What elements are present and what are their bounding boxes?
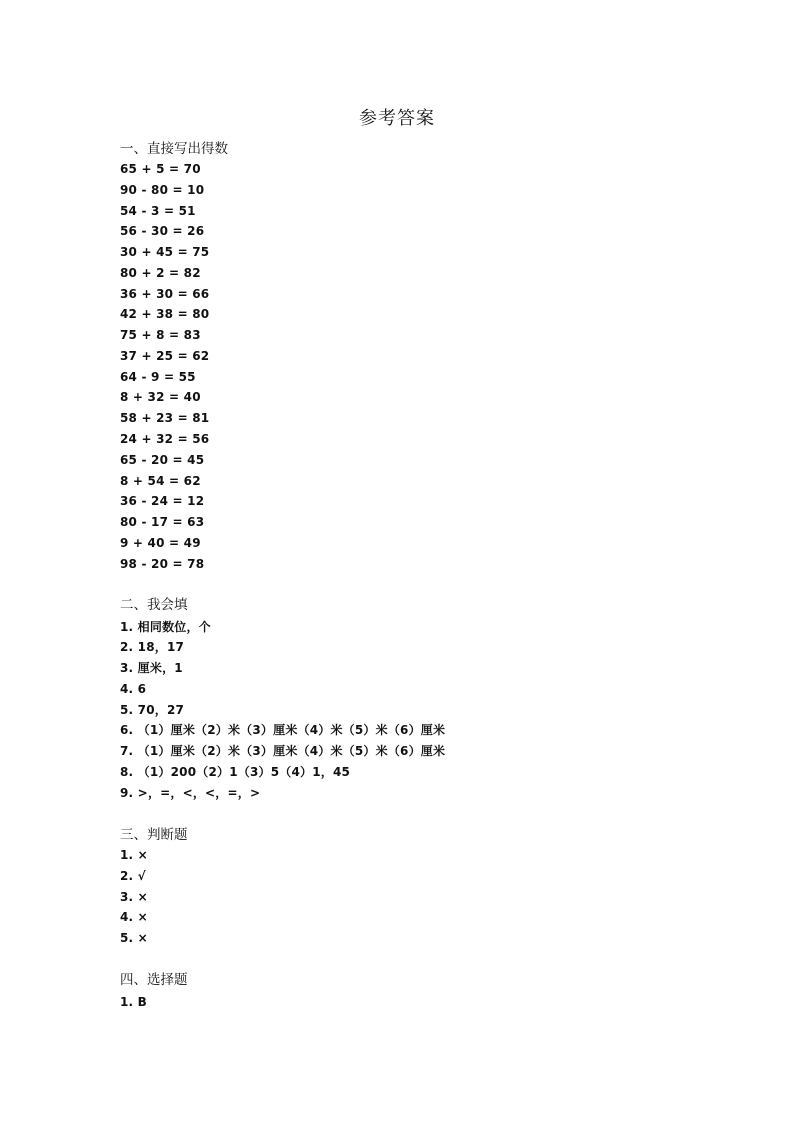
section-heading-3: 三、判断题 (120, 827, 188, 843)
answer-line: 8 + 54 = 62 (120, 474, 201, 488)
answer-line: 75 + 8 = 83 (120, 328, 201, 342)
answer-line: 1. 相同数位，个 (120, 620, 211, 634)
section-heading-1: 一、直接写出得数 (120, 141, 228, 157)
answer-line: 58 + 23 = 81 (120, 411, 210, 425)
answer-line: 9. >，=，<，<，=，> (120, 786, 261, 800)
answer-line: 1. × (120, 848, 148, 862)
answer-line: 7. （1）厘米（2）米（3）厘米（4）米（5）米（6）厘米 (120, 744, 446, 758)
answer-line: 65 + 5 = 70 (120, 162, 201, 176)
answer-line: 42 + 38 = 80 (120, 307, 210, 321)
answer-line: 64 - 9 = 55 (120, 370, 196, 384)
section-heading-2: 二、我会填 (120, 597, 188, 613)
answer-line: 90 - 80 = 10 (120, 183, 205, 197)
answer-line: 3. × (120, 890, 148, 904)
answer-line: 36 + 30 = 66 (120, 287, 210, 301)
page-title: 参考答案 (359, 108, 435, 129)
answer-line: 9 + 40 = 49 (120, 536, 201, 550)
answer-line: 30 + 45 = 75 (120, 245, 210, 259)
answer-line: 2. 18，17 (120, 640, 185, 654)
answer-line: 8. （1）200（2）1（3）5（4）1，45 (120, 765, 351, 779)
answer-line: 3. 厘米，1 (120, 661, 183, 675)
answer-line: 24 + 32 = 56 (120, 432, 210, 446)
answer-line: 98 - 20 = 78 (120, 557, 205, 571)
answer-line: 54 - 3 = 51 (120, 204, 196, 218)
answer-line: 4. 6 (120, 682, 147, 696)
answer-line: 36 - 24 = 12 (120, 494, 205, 508)
answer-line: 80 - 17 = 63 (120, 515, 205, 529)
answer-line: 65 - 20 = 45 (120, 453, 205, 467)
answer-line: 2. √ (120, 869, 146, 883)
answer-line: 37 + 25 = 62 (120, 349, 210, 363)
answer-line: 6. （1）厘米（2）米（3）厘米（4）米（5）米（6）厘米 (120, 723, 446, 737)
answer-line: 5. 70，27 (120, 703, 185, 717)
answer-line: 4. × (120, 910, 148, 924)
answer-line: 8 + 32 = 40 (120, 390, 201, 404)
section-heading-4: 四、选择题 (120, 972, 188, 988)
answer-line: 1. B (120, 995, 148, 1009)
answer-line: 56 - 30 = 26 (120, 224, 205, 238)
answer-line: 80 + 2 = 82 (120, 266, 201, 280)
answer-line: 5. × (120, 931, 148, 945)
